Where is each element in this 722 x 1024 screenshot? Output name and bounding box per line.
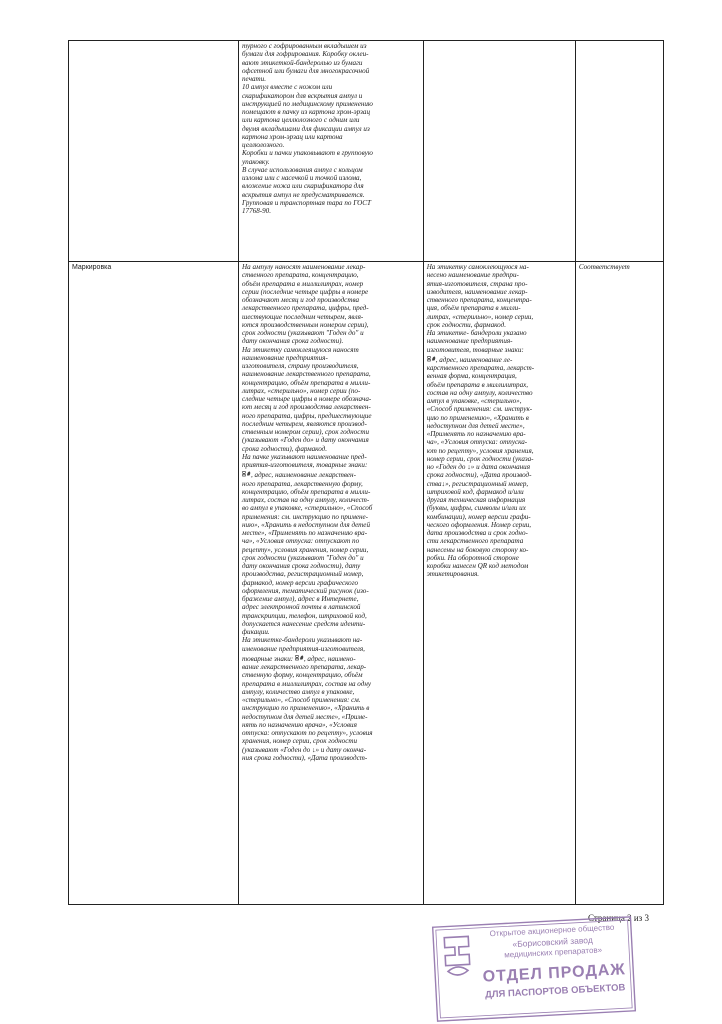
text-line: срока годности), «Дата производ- <box>426 471 532 480</box>
text-line: «стерильно», «Способ применения: см. <box>242 696 361 704</box>
text-line: месте», «Применять по назначению вра- <box>242 529 368 537</box>
text-line: картона хром-эрзац или картона <box>242 132 343 141</box>
text-line: На этикетке-бандероли указывают на- <box>242 636 363 645</box>
stamp-line: ДЛЯ ПАСПОРТОВ ОБЪЕКТОВ <box>484 982 626 1001</box>
text-line: ампулу, количество ампул в упаковке, <box>242 687 355 696</box>
text-line: наименование предприятия- <box>426 337 513 346</box>
text-line: наименование предприятия- <box>242 353 328 362</box>
text-line: «Применять по назначению вра- <box>426 430 526 438</box>
text-line: На пачке указывают наименование пред- <box>242 452 367 461</box>
text-line: этикетирования. <box>426 570 480 579</box>
text-line: (указывают «Годен до» и дату окончания <box>242 436 369 445</box>
text-line: фармакод, номер версии графического <box>242 578 359 587</box>
text-line: вают этикеткой-бандеролью из бумаги <box>242 58 363 67</box>
section-cell: Маркировка <box>69 262 239 905</box>
text-line: дату окончания срока годности), дату <box>242 562 361 570</box>
text-line: срок годности (указывают "Годен до" и <box>242 329 364 337</box>
text-line: , адрес, наименование лекарствен- <box>242 469 420 479</box>
result-cell <box>575 41 663 262</box>
text-line: ства↓», регистрационный номер, <box>426 479 529 488</box>
text-line: концентрацию, объём препарата в милли- <box>242 487 371 496</box>
text-line: но «Годен до ↓» и дата окончания <box>426 463 531 471</box>
text-line: дата производства и срок годно- <box>426 529 528 537</box>
text-line: венная форма, концентрация, <box>426 372 517 381</box>
text-line: вложение ножа или скарификатора для <box>242 182 364 191</box>
text-line: сти лекарственного препарата <box>426 537 524 546</box>
text-line: нанесены на боковую сторону ко- <box>426 545 529 554</box>
text-line: ческого оформления. Номер серии, <box>426 520 532 529</box>
text-line: вание лекарственного препарата, лекар- <box>242 663 367 671</box>
text-line: помещают в пачку из картона хром-эрзац <box>242 108 370 116</box>
text-line: приятия-изготовителя, товарные знаки: <box>242 461 368 469</box>
text-line: «Способ применения: см. инструк- <box>426 405 533 414</box>
result-cell: Соответствует <box>575 262 663 905</box>
text-line: дату окончания срока годности). <box>242 337 344 346</box>
text-line: печати. <box>242 75 266 83</box>
text-line: комбинации), номер версии графи- <box>426 512 531 521</box>
text-line: оформления, тематический рисунок (изо- <box>242 586 369 595</box>
text-line: ча», «Условия отпуска: отпускают по <box>242 537 360 546</box>
text-line: недоступном для детей месте», «Приме- <box>242 712 368 721</box>
text-line: бражение ампул), адрес в Интернете, <box>242 595 359 603</box>
text-line: другая техническая информация <box>426 496 526 504</box>
text-line: рецепту», условия хранения, номер серии, <box>242 545 369 554</box>
text-line: следние четыре цифры в номере обознача- <box>242 395 372 403</box>
text-line: товарные знаки: , адрес, наимено- <box>242 654 356 663</box>
sales-department-stamp <box>432 916 637 1022</box>
text-line: бумаги для гофрирования. Коробку оклеи- <box>242 50 369 59</box>
text-line: или картона целлюлозного с одним или <box>242 116 360 125</box>
text-line: Групповая и транспортная тара по ГОСТ <box>242 198 371 207</box>
stamp-line: медицинских препаратов» <box>503 945 603 960</box>
page-number: Страница 2 из 3 <box>588 913 649 923</box>
trademark-logo-icon <box>427 356 436 364</box>
text-line: ственную форму, концентрацию, объём <box>242 671 363 680</box>
text-line: На этикетке- бандероли указано <box>426 329 527 337</box>
stamp-line: Открытое акционерное общество <box>489 922 615 939</box>
text-line: (указывают «Годен до ↓» и дату оконча- <box>242 745 367 754</box>
text-line: 17768-90. <box>242 207 271 215</box>
text-line: изводителя, наименование лекар- <box>426 287 528 296</box>
text-line: инструкцией по медицинскому применению <box>242 99 373 108</box>
fact-text-cell <box>423 41 575 262</box>
text-line: ют по рецепту», условия хранения, <box>426 446 534 455</box>
table-row <box>69 41 664 262</box>
table-row <box>69 262 664 905</box>
text-line: хранения, номер серии, срок годности <box>242 737 358 746</box>
text-line: 10 ампул вместе с ножом или <box>242 83 333 92</box>
text-line: транскрипции, телефон, штриховой код, <box>242 611 367 620</box>
text-line: ственного препарата, концентра- <box>426 296 532 304</box>
text-line: ного препарата, лекарственную форму, <box>242 479 363 488</box>
text-line: состав на одну ампулу, количество <box>426 388 533 397</box>
text-line: карственного препарата, лекарст- <box>426 364 535 372</box>
text-line: обозначают месяц и год производства <box>242 296 360 304</box>
text-line: робки. На оборотной стороне <box>426 553 519 562</box>
text-line: цию по применению», «Хранить в <box>426 413 529 422</box>
text-line: именование предприятия-изготовителя, <box>242 644 365 653</box>
text-line: шествующие последним четырем, явля- <box>242 312 364 321</box>
text-line: лекарственного препарата, цифры, пред- <box>242 304 369 313</box>
text-line: несено наименование предпри- <box>426 271 519 280</box>
text-line: литрах, «стерильно», номер серии, <box>426 312 534 321</box>
text-line: вскрытия ампул не предусматривается. <box>242 190 365 199</box>
text-line: (буквы, цифры, символы и/или их <box>426 504 526 513</box>
text-line: Коробки и пачки упаковывают в групповую <box>242 149 373 158</box>
text-line: последним четырем, являются производ- <box>242 419 367 428</box>
text-line: во ампул в упаковке, «стерильно», «Способ <box>242 504 373 513</box>
text-line: На этикетку самоклеющуюся на- <box>426 263 529 271</box>
text-line: турного с гофрированным вкладышем из <box>242 42 367 50</box>
text-line: адрес электронной почты в латинской <box>242 603 361 612</box>
text-line: срок годности, фармакод. <box>426 320 506 329</box>
trademark-logo-icon <box>242 471 251 479</box>
text-line: ственным номером серии), срок годности <box>242 428 370 436</box>
text-line: ственного препарата, концентрацию, <box>242 271 359 280</box>
fact-text-cell <box>423 262 575 905</box>
text-line: срок годности (указывают "Годен до" и <box>242 553 364 562</box>
text-line: ча», «Условия отпуска: отпуска- <box>426 438 528 447</box>
text-line: наименование лекарственного препарата, <box>242 370 371 379</box>
text-line: литрах, «стерильно», номер серии (по- <box>242 386 361 395</box>
text-line: офсетной или бумаги для многокрасочной <box>242 66 370 75</box>
trademark-logo-icon <box>295 655 304 663</box>
spec-table <box>68 40 664 905</box>
section-cell <box>69 41 239 262</box>
norm-text-cell <box>239 262 424 905</box>
text-line: допускается нанесение средств иденти- <box>242 619 366 628</box>
text-line: штриховой код, фармакод и/или <box>426 487 524 496</box>
norm-text-cell <box>239 41 424 262</box>
text-line: двумя вкладышами для фиксации ампул из <box>242 124 370 133</box>
text-line: отпуска: отпускают по рецепту», условия <box>242 729 373 737</box>
text-line: нять по назначению врача», «Условия <box>242 720 357 729</box>
text-line: срока годности), фармакод. <box>242 444 328 453</box>
text-line: На ампулу наносят наименование лекар- <box>242 263 366 271</box>
text-line: , адрес, наименование ле- <box>427 354 572 364</box>
text-line: скарификатором для вскрытия ампул и <box>242 91 363 100</box>
text-line: концентрацию, объём препарата в милли- <box>242 378 371 387</box>
stamp-line: «Борисовский завод <box>512 934 594 950</box>
text-line: инструкцию по применению», «Хранить в <box>242 704 370 713</box>
text-line: На этикетку самоклеящуюся наносят <box>242 345 359 354</box>
text-line: применения: см. инструкцию по примене- <box>242 512 369 521</box>
text-line: целлюлозного. <box>242 141 285 149</box>
text-line: нию», «Хранить в недоступном для детей <box>242 520 370 529</box>
factory-logo-icon <box>444 936 470 975</box>
text-line: изготовителя, страну производителя, <box>242 362 359 370</box>
text-line: излома или с насечкой и точкой излома, <box>242 174 362 182</box>
text-line: литрах, состав на одну ампулу, количест- <box>242 496 370 504</box>
text-line: объём препарата в миллилитрах, <box>426 380 529 389</box>
text-line: ют месяц и год производства лекарствен- <box>242 403 371 412</box>
text-line: упаковку. <box>242 157 270 166</box>
text-line: изготовителя, товарные знаки: <box>426 345 524 354</box>
text-line: ния срока годности), «Дата производст- <box>242 753 368 762</box>
text-line: ного препарата, цифры, предшествующие <box>242 411 372 420</box>
text-line: недоступном для детей месте», <box>426 421 525 430</box>
text-line: ция, объём препарата в милли- <box>426 304 521 313</box>
text-line: серии (последние четыре цифры в номере <box>242 287 369 296</box>
text-line: номер серии, срок годности (указа- <box>426 454 534 463</box>
text-line: В случае использования ампул с кольцом <box>242 165 363 174</box>
text-line: коробки нанесен QR код методом <box>426 562 529 570</box>
text-line: объём препарата в миллилитрах, номер <box>242 279 364 288</box>
text-line: фикации. <box>242 628 270 636</box>
stamp-line: ОТДЕЛ ПРОДАЖ <box>482 961 627 986</box>
text-line: препарата в миллилитрах, состав на одну <box>242 679 371 688</box>
text-line: ятия-изготовителя, страна про- <box>426 279 528 288</box>
text-line: производства, регистрационный номер, <box>242 570 364 579</box>
text-line: ампул в упаковке, «стерильно», <box>426 397 522 405</box>
text-line: ются производственным номером серии), <box>242 320 369 329</box>
